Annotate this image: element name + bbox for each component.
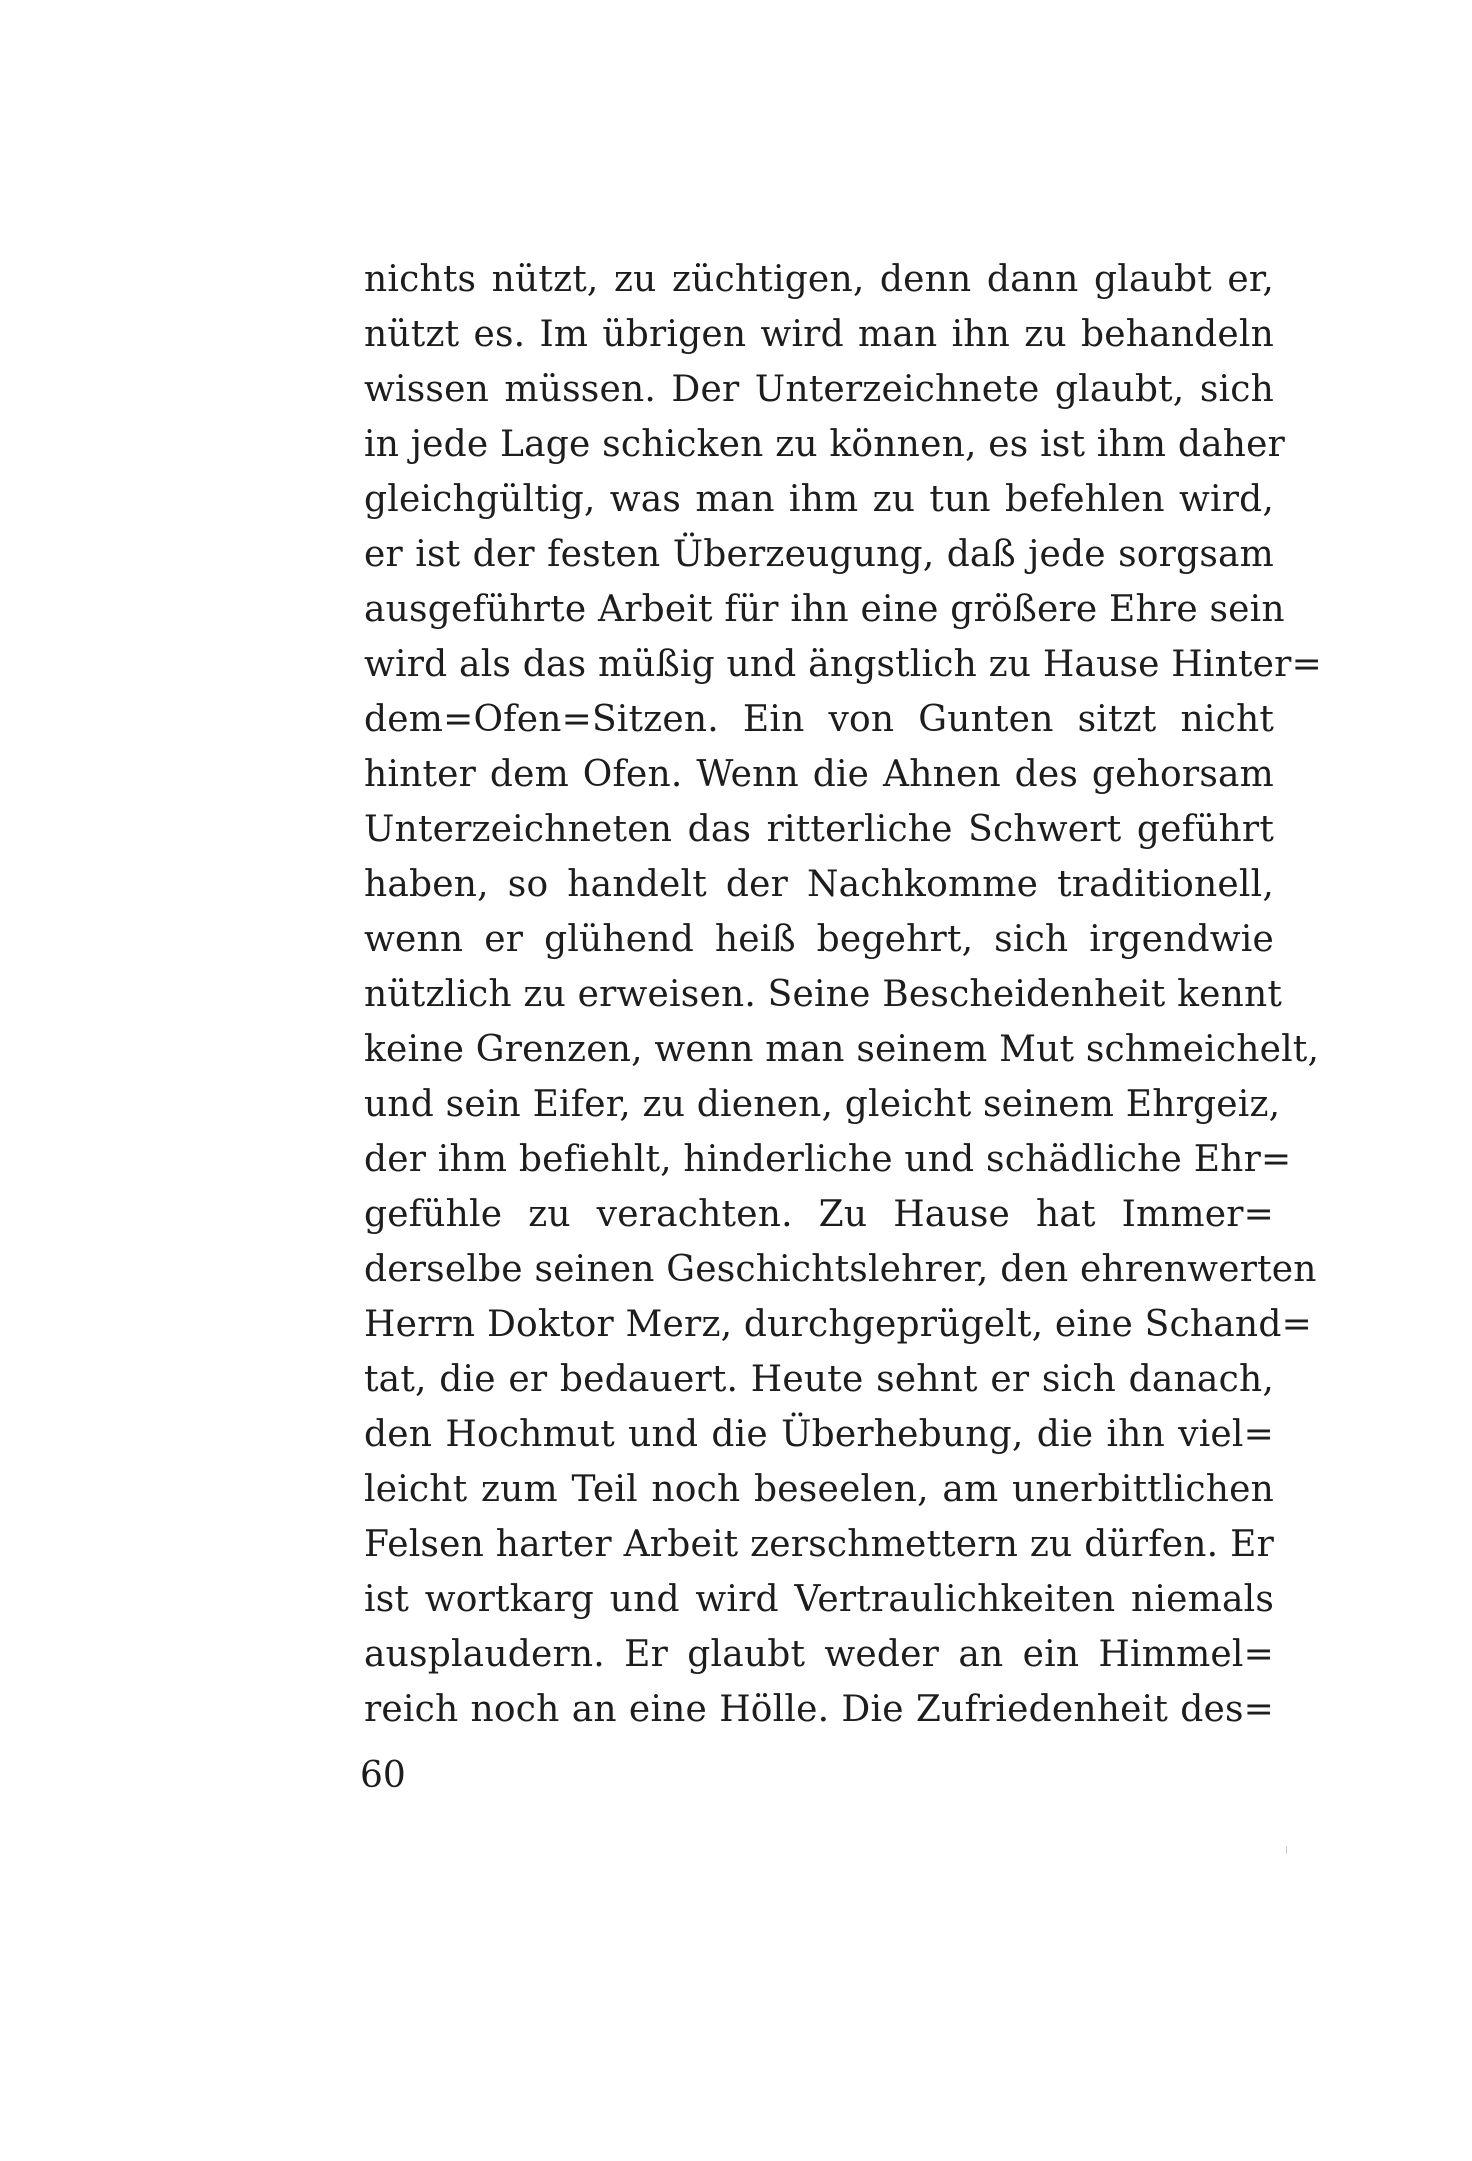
text-line-3: wissen müssen. Der Unterzeichnete glaubt, sich bbox=[364, 369, 1274, 410]
text-line-17: der ihm befiehlt, hinderliche und schädliche Ehr= bbox=[364, 1139, 1292, 1180]
body-text bbox=[364, 252, 1322, 1737]
text-line-26: ausplaudern. Er glaubt weder an ein Himmel= bbox=[364, 1634, 1274, 1675]
text-line-8: wird als das müßig und ängstlich zu Hause Hinter= bbox=[364, 644, 1322, 685]
text-line-20: Herrn Doktor Merz, durchgeprügelt, eine Schand= bbox=[364, 1304, 1312, 1345]
scan-edge-mark bbox=[1286, 1846, 1287, 1854]
text-line-13: wenn er glühend heiß begehrt, sich irgendwie bbox=[364, 919, 1274, 960]
text-line-7: ausgeführte Arbeit für ihn eine größere Ehre sein bbox=[364, 589, 1285, 630]
text-line-4: in jede Lage schicken zu können, es ist ihm daher bbox=[364, 424, 1286, 465]
text-line-9: dem=Ofen=Sitzen. Ein von Gunten sitzt nicht bbox=[364, 699, 1274, 740]
text-line-1: nichts nützt, zu züchtigen, denn dann glaubt er, bbox=[364, 259, 1274, 300]
text-line-6: er ist der festen Überzeugung, daß jede sorgsam bbox=[364, 534, 1274, 575]
text-line-27: reich noch an eine Hölle. Die Zufriedenheit des= bbox=[364, 1689, 1274, 1730]
text-line-15: keine Grenzen, wenn man seinem Mut schmeichelt, bbox=[364, 1029, 1320, 1070]
text-line-11: Unterzeichneten das ritterliche Schwert geführt bbox=[364, 809, 1274, 850]
text-line-23: leicht zum Teil noch beseelen, am unerbittlichen bbox=[364, 1469, 1274, 1510]
text-line-22: den Hochmut und die Überhebung, die ihn viel= bbox=[364, 1414, 1274, 1455]
text-line-16: und sein Eifer, zu dienen, gleicht seinem Ehrgeiz, bbox=[364, 1084, 1281, 1125]
text-line-5: gleichgültig, was man ihm zu tun befehlen wird, bbox=[364, 479, 1274, 520]
text-line-21: tat, die er bedauert. Heute sehnt er sich danach, bbox=[364, 1359, 1274, 1400]
text-line-24: Felsen harter Arbeit zerschmettern zu dürfen. Er bbox=[364, 1524, 1274, 1565]
text-line-10: hinter dem Ofen. Wenn die Ahnen des gehorsam bbox=[364, 754, 1274, 795]
text-line-25: ist wortkarg und wird Vertraulichkeiten niemals bbox=[364, 1579, 1274, 1620]
text-line-18: gefühle zu verachten. Zu Hause hat Immer= bbox=[364, 1194, 1274, 1235]
text-line-19: derselbe seinen Geschichtslehrer, den ehrenwerten bbox=[364, 1249, 1317, 1290]
text-line-2: nützt es. Im übrigen wird man ihn zu behandeln bbox=[364, 314, 1274, 355]
page-number: 60 bbox=[360, 1755, 406, 1796]
text-line-14: nützlich zu erweisen. Seine Bescheidenheit kennt bbox=[364, 974, 1283, 1015]
text-line-12: haben, so handelt der Nachkomme traditionell, bbox=[364, 864, 1274, 905]
